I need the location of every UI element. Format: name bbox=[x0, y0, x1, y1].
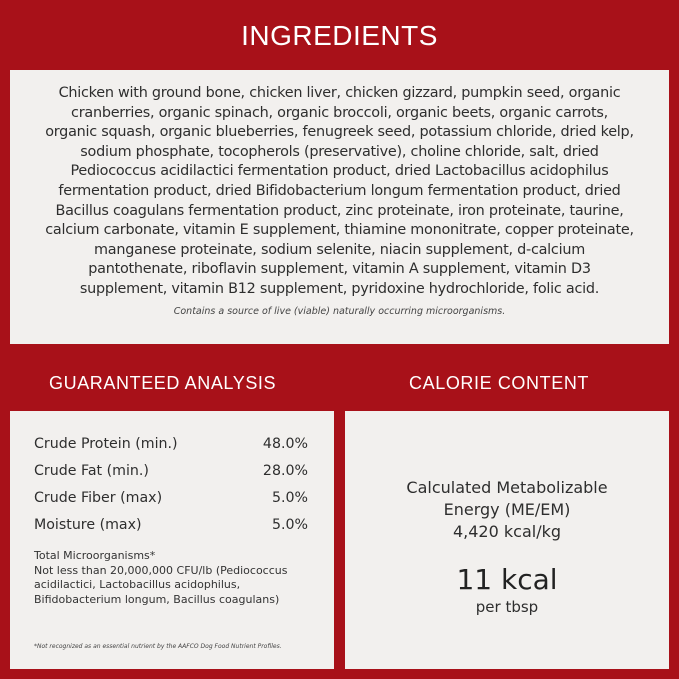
analysis-row bbox=[34, 487, 308, 514]
microorganism-line: Not less than 20,000,000 CFU/lb (Pediococcus bbox=[34, 563, 288, 577]
ingredients-list bbox=[24, 84, 655, 300]
calorie-per-tbsp: 11 kcal bbox=[456, 563, 558, 596]
calorie-line: Energy (ME/EM) bbox=[443, 500, 571, 519]
aafco-footnote: *Not recognized as an essential nutrient by the AAFCO Dog Food Nutrient Profiles. bbox=[34, 643, 282, 650]
analysis-label: Crude Fiber (max) bbox=[34, 490, 163, 506]
microorganism-note: Contains a source of live (viable) naturally occurring microorganisms. bbox=[173, 305, 506, 317]
ingredients-line: pantothenate, riboflavin supplement, vitamin A supplement, vitamin D3 bbox=[88, 261, 591, 278]
ingredients-title: INGREDIENTS bbox=[241, 20, 438, 51]
microorganism-line: Bifidobacterium longum, Bacillus coagulans) bbox=[34, 592, 280, 606]
analysis-value: 48.0% bbox=[262, 436, 308, 452]
analysis-label: Crude Protein (min.) bbox=[34, 436, 178, 452]
calorie-line: Calculated Metabolizable bbox=[406, 478, 608, 497]
analysis-row bbox=[34, 433, 308, 460]
ingredients-panel bbox=[10, 70, 669, 344]
calorie-line: 4,420 kcal/kg bbox=[452, 522, 561, 541]
calorie-content-title: CALORIE CONTENT bbox=[409, 373, 590, 393]
analysis-value: 5.0% bbox=[271, 490, 308, 506]
calorie-unit: per tbsp bbox=[475, 598, 539, 616]
calorie-content-panel bbox=[345, 411, 669, 669]
analysis-value: 5.0% bbox=[271, 517, 308, 533]
ingredients-line: fermentation product, dried Bifidobacterium longum fermentation product, dried bbox=[58, 182, 621, 199]
ingredients-line: sodium phosphate, tocopherols (preservative), choline chloride, salt, dried bbox=[80, 143, 599, 160]
analysis-label: Moisture (max) bbox=[34, 517, 142, 533]
analysis-row bbox=[34, 514, 308, 541]
ingredients-line: calcium carbonate, vitamin E supplement, thiamine mononitrate, copper proteinate, bbox=[45, 222, 634, 239]
ingredients-line: cranberries, organic spinach, organic broccoli, organic beets, organic carrots, bbox=[71, 104, 608, 121]
analysis-value: 28.0% bbox=[262, 463, 308, 479]
calorie-description bbox=[345, 477, 669, 543]
guaranteed-analysis-title: GUARANTEED ANALYSIS bbox=[49, 373, 277, 393]
microorganism-statement bbox=[34, 549, 308, 607]
ingredients-line: supplement, vitamin B12 supplement, pyridoxine hydrochloride, folic acid. bbox=[79, 280, 600, 297]
ingredients-line: Bacillus coagulans fermentation product, zinc proteinate, iron proteinate, taurine, bbox=[55, 202, 624, 219]
ingredients-line: Pediococcus acidilactici fermentation product, dried Lactobacillus acidophilus bbox=[70, 163, 609, 180]
analysis-label: Crude Fat (min.) bbox=[34, 463, 149, 479]
ingredients-line: manganese proteinate, sodium selenite, niacin supplement, d-calcium bbox=[94, 241, 585, 258]
ingredients-line: organic squash, organic blueberries, fenugreek seed, potassium chloride, dried kelp, bbox=[45, 124, 634, 141]
analysis-row bbox=[34, 460, 308, 487]
ingredients-line: Chicken with ground bone, chicken liver, chicken gizzard, pumpkin seed, organic bbox=[58, 85, 621, 101]
microorganism-line: acidilactici, Lactobacillus acidophilus, bbox=[34, 578, 241, 592]
guaranteed-analysis-panel bbox=[10, 411, 334, 669]
microorganism-line: Total Microorganisms* bbox=[34, 549, 156, 562]
